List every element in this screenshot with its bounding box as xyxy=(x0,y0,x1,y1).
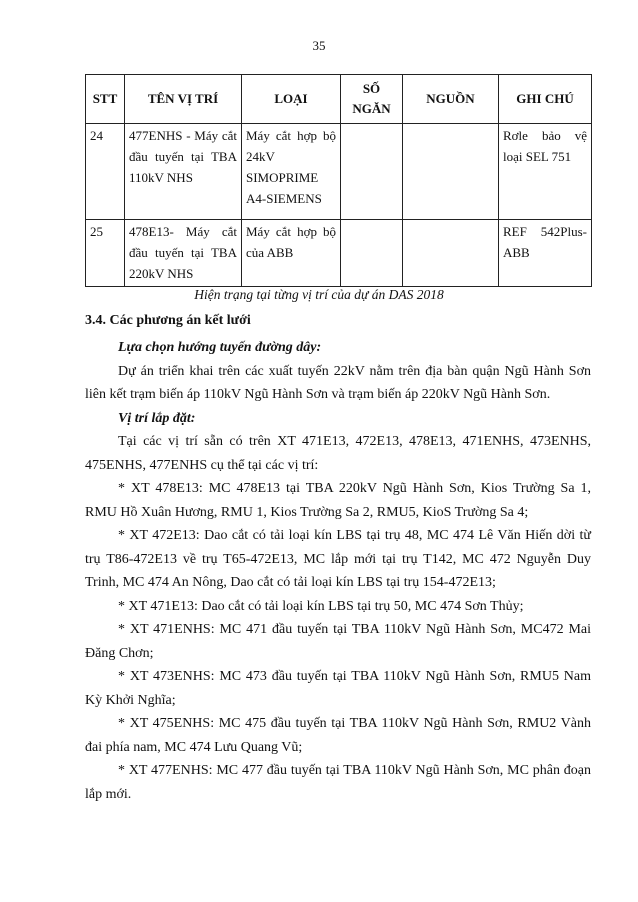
header-type: LOẠI xyxy=(242,75,341,124)
table-header-row xyxy=(86,75,592,124)
list-item: * XT 473ENHS: MC 473 đầu tuyến tại TBA 110kV Ngũ Hành Sơn, RMU5 Nam Kỳ Khởi Nghĩa; xyxy=(85,669,591,708)
table-row xyxy=(86,220,592,287)
list-item: * XT 475ENHS: MC 475 đầu tuyến tại TBA 110kV Ngũ Hành Sơn, RMU2 Vành đai phía nam, MC 474 Lưu Quang Vũ; xyxy=(85,716,591,755)
cell-bay-count xyxy=(341,124,403,220)
page-number: 35 xyxy=(312,38,326,53)
header-bay-count: SỐ NGĂN xyxy=(341,75,403,124)
cell-bay-count xyxy=(341,220,403,287)
cell-notes: REF 542Plus-ABB xyxy=(499,220,592,287)
paragraph-project-scope: Dự án triển khai trên các xuất tuyến 22kV nằm trên địa bàn quận Ngũ Hành Sơn liên kết trạm biến áp 110kV Ngũ Hành Sơn và trạm biến áp 220kV Ngũ Hành Sơn. xyxy=(85,363,591,402)
list-item: * XT 478E13: MC 478E13 tại TBA 220kV Ngũ Hành Sơn, Kios Trường Sa 1, RMU Hồ Xuân Hương, RMU 1, Kios Trường Sa 2, RMU5, KioS Trường Sa 4; xyxy=(85,481,591,520)
cell-source xyxy=(403,124,499,220)
cell-notes: Rơle bảo vệ loại SEL 751 xyxy=(499,124,592,220)
header-source: NGUỒN xyxy=(403,75,499,124)
list-item: * XT 471E13: Dao cắt có tải loại kín LBS tại trụ 50, MC 474 Sơn Thủy; xyxy=(118,598,524,614)
cell-type: Máy cắt hợp bộ của ABB xyxy=(242,220,341,287)
subheading-route-selection: Lựa chọn hướng tuyến đường dây: xyxy=(118,340,322,355)
cell-stt: 24 xyxy=(86,124,125,220)
header-notes: GHI CHÚ xyxy=(499,75,592,124)
list-item: * XT 477ENHS: MC 477 đầu tuyến tại TBA 110kV Ngũ Hành Sơn, MC phân đoạn lắp mới. xyxy=(85,763,591,802)
section-heading: 3.4. Các phương án kết lưới xyxy=(85,313,251,328)
body-text xyxy=(85,336,591,806)
cell-source xyxy=(403,220,499,287)
list-item: * XT 471ENHS: MC 471 đầu tuyến tại TBA 110kV Ngũ Hành Sơn, MC472 Mai Đăng Chơn; xyxy=(85,622,591,661)
cell-type: Máy cắt hợp bộ 24kV SIMOPRIME A4-SIEMENS xyxy=(242,124,341,220)
cell-location-name: 477ENHS - Máy cắt đầu tuyến tại TBA 110kV NHS xyxy=(125,124,242,220)
table-caption: Hiện trạng tại từng vị trí của dự án DAS 2018 xyxy=(194,287,444,302)
list-item: * XT 472E13: Dao cắt có tải loại kín LBS tại trụ 48, MC 474 Lê Văn Hiến dời từ trụ T86-472E13 về trụ T65-472E13, MC lắp mới tại trụ T142, MC 472 Nguyễn Duy Trinh, MC 474 An Nông, Dao cắt có tải loại kín LBS tại trụ 154-472E13; xyxy=(85,528,591,590)
location-table xyxy=(85,74,592,287)
subheading-install-location: Vị trí lắp đặt: xyxy=(118,410,196,426)
cell-stt: 25 xyxy=(86,220,125,287)
table-row xyxy=(86,124,592,220)
header-location-name: TÊN VỊ TRÍ xyxy=(125,75,242,124)
paragraph-feeder-list: Tại các vị trí sẵn có trên XT 471E13, 472E13, 478E13, 471ENHS, 473ENHS, 475ENHS, 477ENHS cụ thể tại các vị trí: xyxy=(85,434,591,473)
cell-location-name: 478E13- Máy cắt đầu tuyến tại TBA 220kV NHS xyxy=(125,220,242,287)
header-stt: STT xyxy=(86,75,125,124)
